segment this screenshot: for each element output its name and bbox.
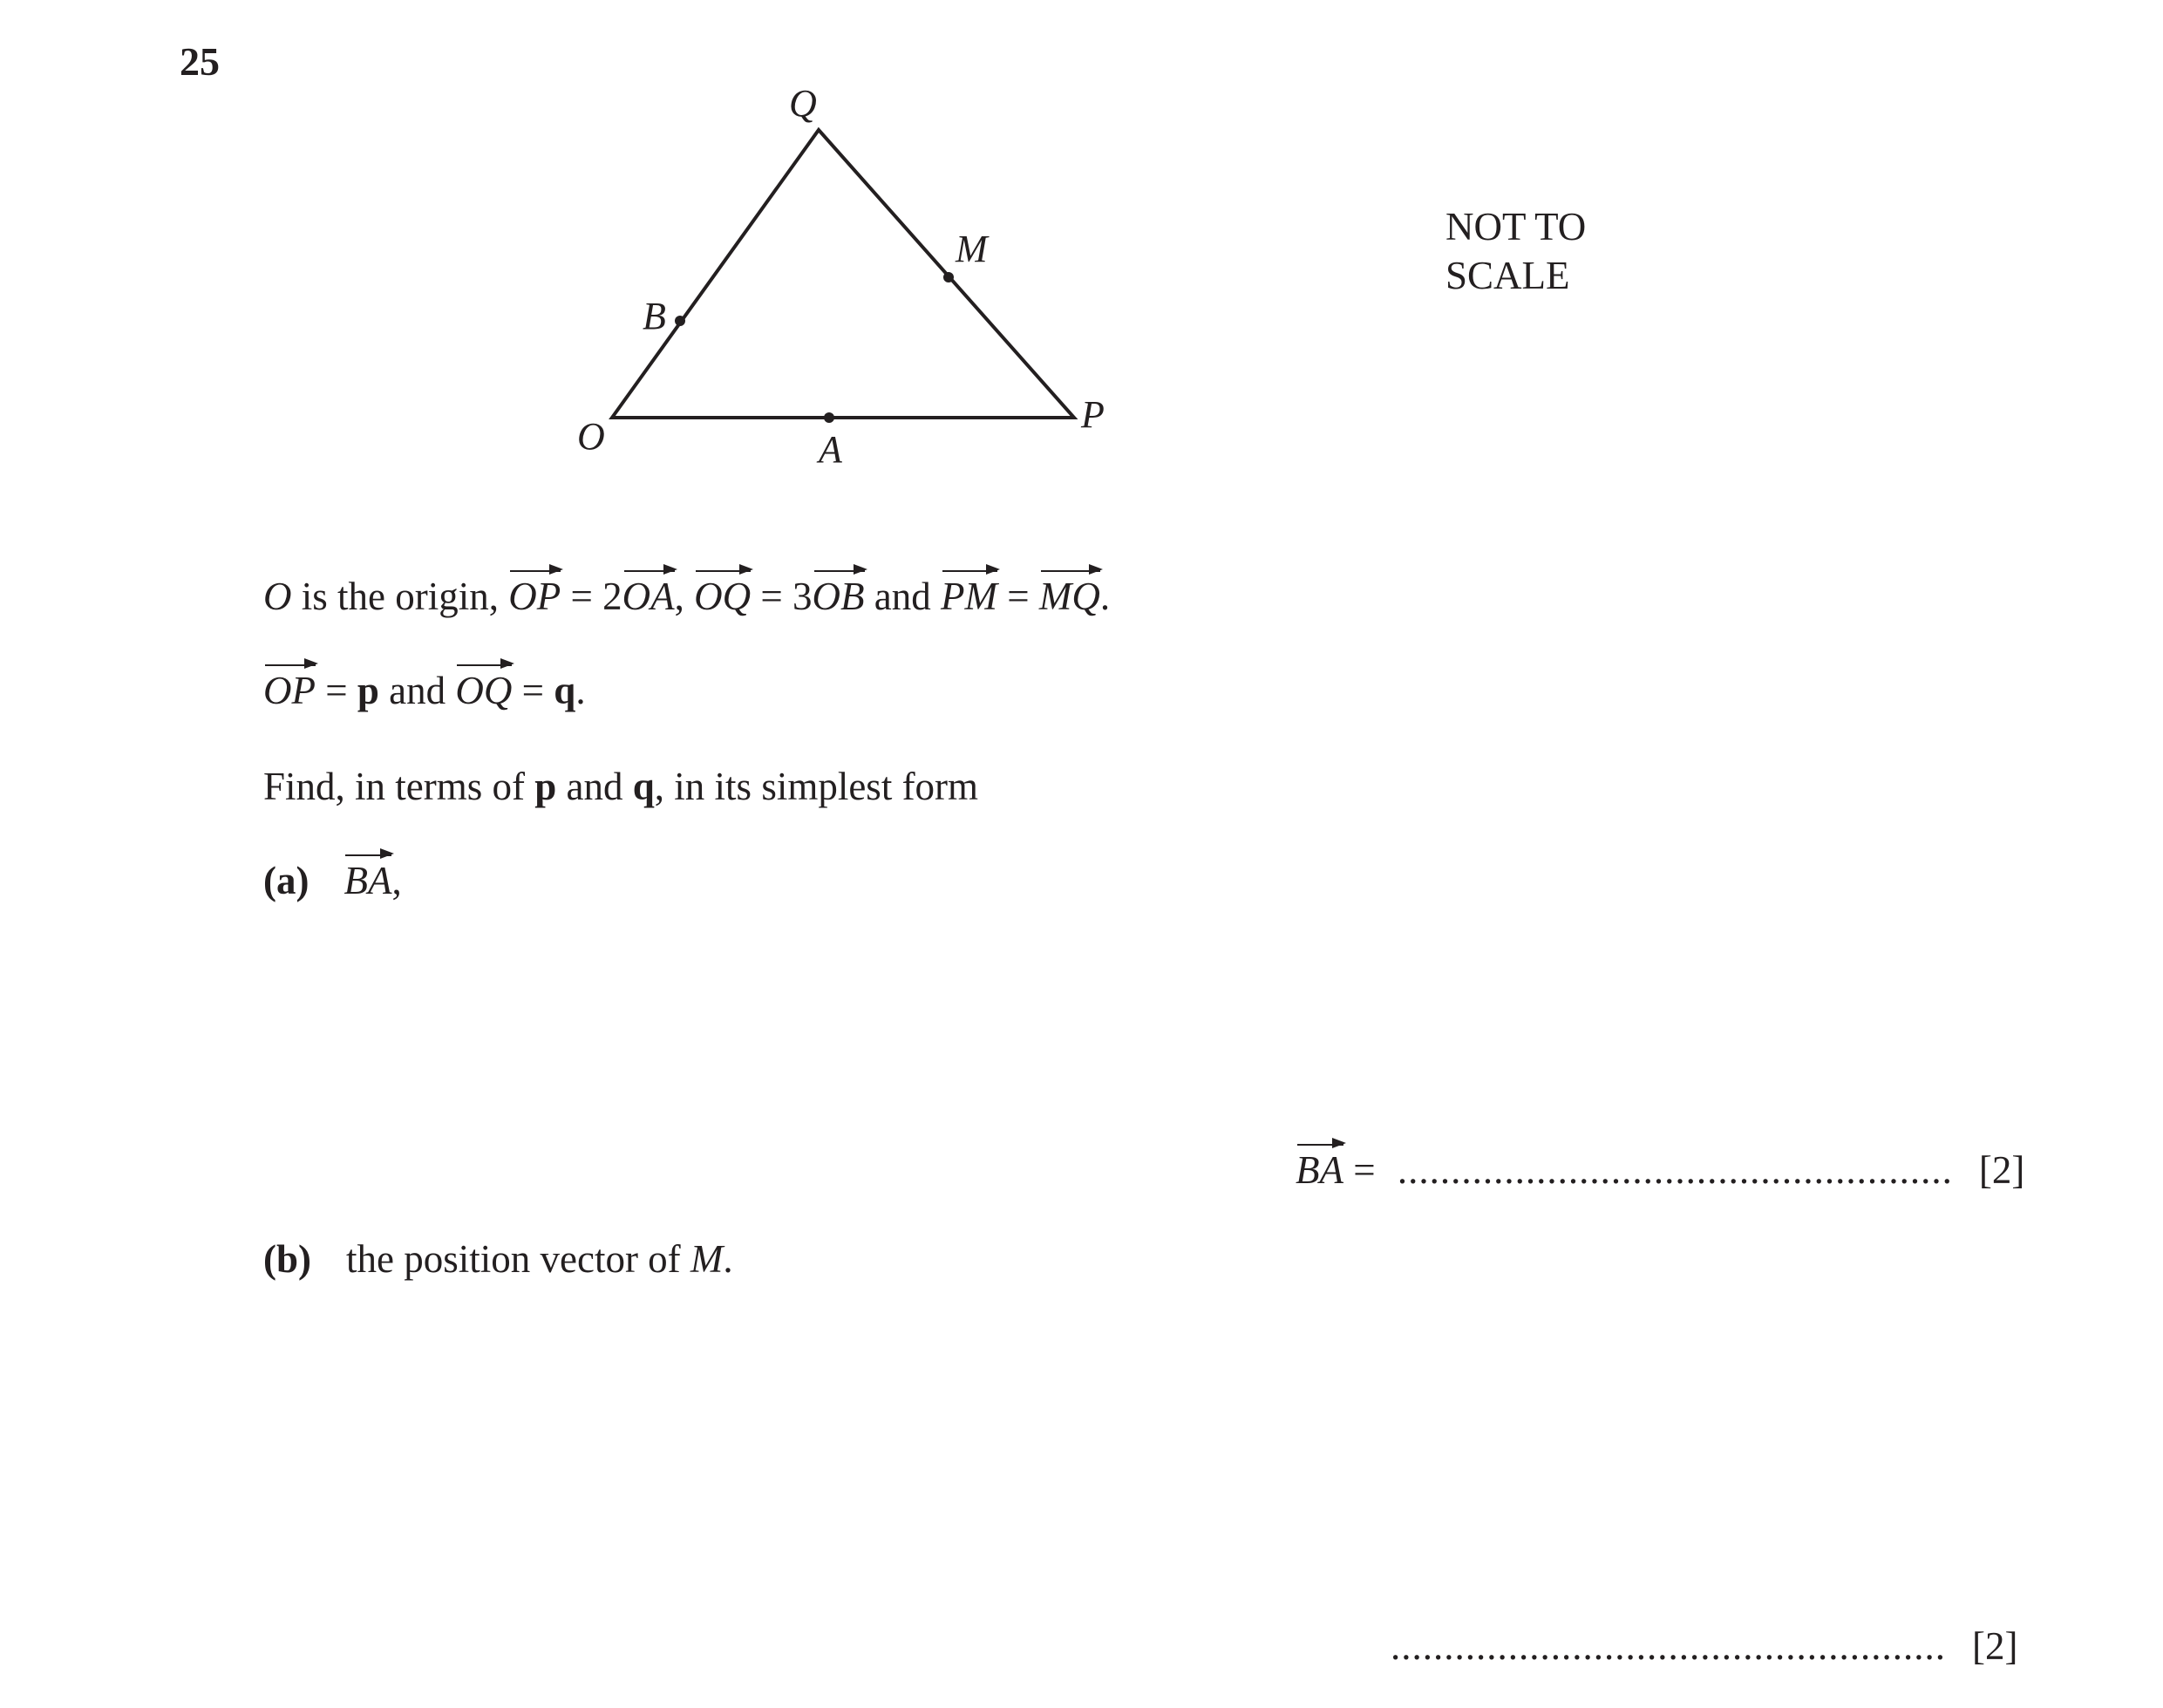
text-fragment: and bbox=[556, 765, 633, 808]
text-fragment: Find, in terms of bbox=[263, 765, 535, 808]
vector-oq: OQ bbox=[694, 575, 752, 618]
triangle-diagram bbox=[549, 78, 1160, 488]
point-b bbox=[675, 316, 685, 326]
text-fragment: , bbox=[674, 575, 695, 618]
text-fragment: = 2 bbox=[561, 575, 622, 618]
text-fragment: . bbox=[723, 1237, 733, 1281]
answer-a-field[interactable]: .................................................... bbox=[1397, 1148, 1953, 1192]
text-fragment: , bbox=[391, 859, 402, 902]
label-q: Q bbox=[789, 82, 817, 125]
vector-mq: MQ bbox=[1038, 575, 1100, 618]
vector-oa: OA bbox=[622, 575, 675, 618]
part-a-answer-line bbox=[1296, 1147, 2024, 1193]
vector-op: OP bbox=[263, 669, 316, 712]
given-relations-line bbox=[263, 574, 1110, 619]
label-b: B bbox=[643, 295, 666, 337]
vector-oq: OQ bbox=[455, 669, 513, 712]
vector-op: OP bbox=[508, 575, 561, 618]
instruction-line bbox=[263, 764, 978, 809]
text-fragment: and bbox=[378, 669, 456, 712]
vector-q: q bbox=[632, 765, 655, 808]
label-o: O bbox=[577, 415, 605, 458]
text-fragment: = bbox=[1343, 1148, 1385, 1192]
not-to-scale-line2: SCALE bbox=[1445, 254, 1570, 297]
answer-b-field[interactable]: .................................................... bbox=[1391, 1624, 1946, 1668]
part-b-label: (b) bbox=[263, 1237, 311, 1281]
marks-a: [2] bbox=[1978, 1148, 2025, 1192]
not-to-scale-note bbox=[1445, 202, 1586, 300]
point-m bbox=[943, 272, 954, 282]
vector-p: p bbox=[534, 765, 557, 808]
answer-vector-ba: BA bbox=[1296, 1148, 1343, 1192]
vector-definitions-line bbox=[263, 668, 586, 713]
part-b-question bbox=[263, 1236, 733, 1282]
text-fragment: = bbox=[512, 669, 554, 712]
label-m: M bbox=[956, 228, 988, 270]
label-a: A bbox=[819, 428, 842, 471]
vector-pm: PM bbox=[941, 575, 997, 618]
text-fragment: . bbox=[1099, 575, 1111, 618]
vector-p: p bbox=[357, 669, 379, 712]
text-fragment: the position vector of bbox=[346, 1237, 690, 1281]
origin-letter: O bbox=[263, 575, 292, 618]
text-fragment: . bbox=[575, 669, 586, 712]
triangle-opq bbox=[612, 130, 1074, 418]
vector-ob: OB bbox=[812, 575, 865, 618]
not-to-scale-line1: NOT TO bbox=[1445, 205, 1587, 248]
vector-ba: BA bbox=[343, 859, 392, 902]
part-a-label: (a) bbox=[263, 859, 309, 902]
text-fragment: is the origin, bbox=[291, 575, 509, 618]
text-fragment: = bbox=[316, 669, 357, 712]
text-fragment: , in its simplest form bbox=[654, 765, 979, 808]
marks-b: [2] bbox=[1972, 1624, 2018, 1668]
part-a-question bbox=[263, 858, 402, 903]
part-b-answer-line bbox=[1391, 1623, 2017, 1669]
label-p: P bbox=[1081, 393, 1105, 436]
text-fragment: = bbox=[996, 575, 1039, 618]
point-m-letter: M bbox=[690, 1237, 724, 1281]
text-fragment: = 3 bbox=[751, 575, 813, 618]
text-fragment: and bbox=[864, 575, 941, 618]
vector-q: q bbox=[554, 669, 576, 712]
question-number: 25 bbox=[180, 39, 220, 84]
point-a bbox=[824, 412, 834, 423]
